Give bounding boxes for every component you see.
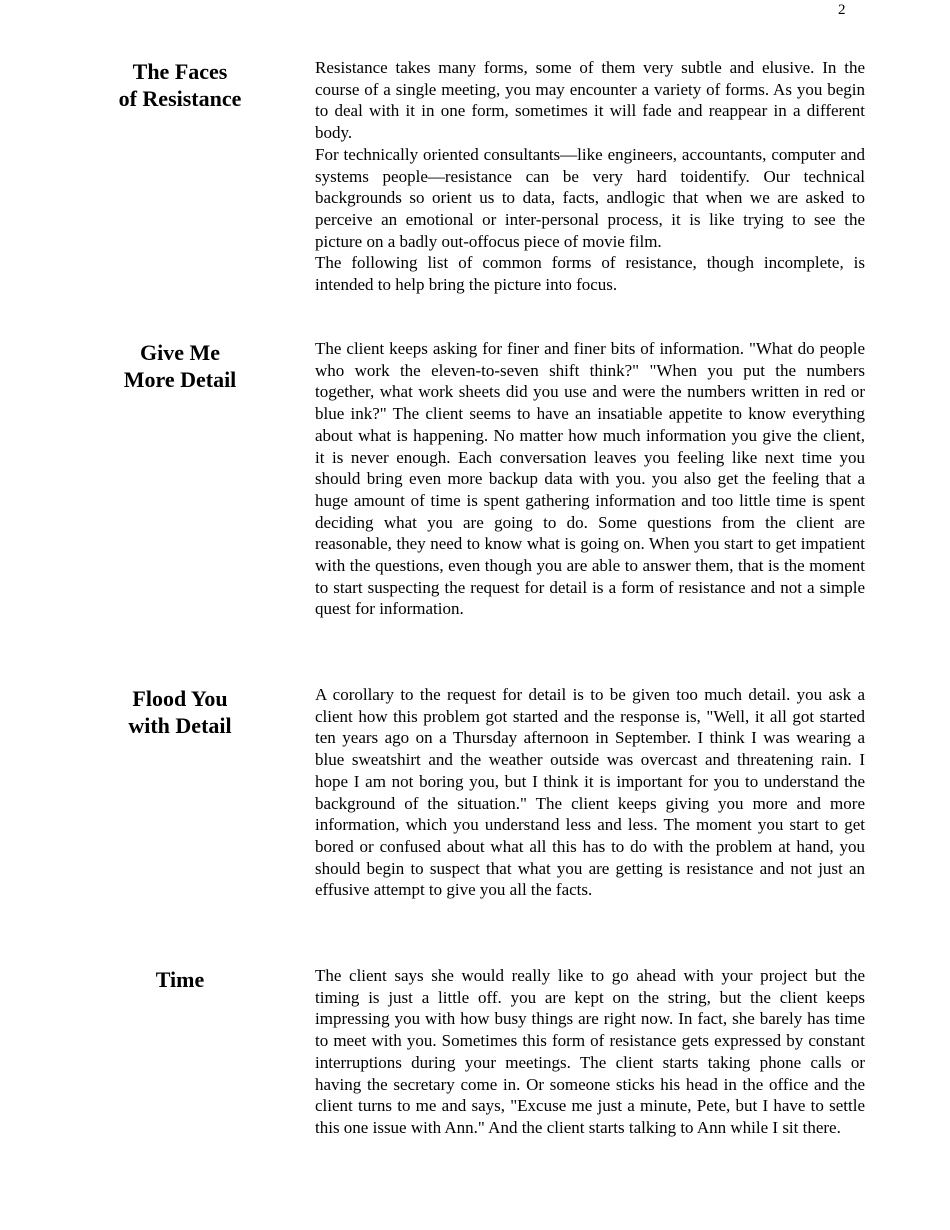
page-number: 2	[838, 2, 846, 18]
section-body	[315, 57, 865, 296]
heading-line: Flood You	[132, 686, 228, 711]
heading-line: Time	[155, 967, 205, 992]
paragraph: The following list of common forms of resistance, though incomplete, is intended to help bring the picture into focus.	[315, 253, 865, 295]
paragraph: For technically oriented consultants—like engineers, accountants, computer and systems people—resistance can be very hard toidentify. Our technical backgrounds so orient us to data, facts, andlogic that when we are asked to perceive an emotional or inter-personal process, it is like trying to see the picture on a badly out-offocus piece of movie film.	[315, 144, 865, 251]
heading-line: The Faces	[132, 59, 228, 84]
paragraph: The client keeps asking for finer and finer bits of information. "What do people who work the eleven-to-seven shift think?" "When you put the numbers together, what work sheets did you use and were the numbers written in red or blue ink?" The client seems to have an insatiable appetite to know everything about what is happening. No matter how much information you give the client, it is never enough. Each conversation leaves you feeling like next time you should bring even more backup data with you. you also get the feeling that a huge amount of time is spent gathering information and too little time is spent deciding what you are going to do. Some questions from the client are reasonable, they need to know what is going on. When you start to get impatient with the questions, even though you are able to answer them, that is the moment to start suspecting the request for detail is a form of resistance and not a simple quest for information.	[315, 339, 865, 619]
section-heading	[100, 685, 260, 739]
heading-line: with Detail	[128, 713, 232, 738]
paragraph: A corollary to the request for detail is to be given too much detail. you ask a client how this problem got started and the response is, "Well, it all got started ten years ago on a Thursday afternoon in September. I think I was wearing a blue sweatshirt and the weather outside was overcast and threatening rain. I hope I am not boring you, but I think it is important for you to understand the background of the situation." The client keeps giving you more and more information, which you understand less and less. The moment you start to get bored or confused about what all this has to do with the problem at hand, you should begin to suspect that what you are getting is resistance and not just an effusive attempt to give you all the facts.	[315, 685, 865, 900]
heading-line: Give Me	[139, 340, 221, 365]
section-body	[315, 965, 865, 1139]
heading-line: More Detail	[123, 367, 237, 392]
section-body	[315, 684, 865, 901]
section-body	[315, 338, 865, 620]
heading-line: of Resistance	[118, 86, 242, 111]
paragraph: Resistance takes many forms, some of them very subtle and elusive. In the course of a single meeting, you may encounter a variety of forms. As you begin to deal with it in one form, sometimes it will fade and reappear in a different body.	[315, 58, 865, 143]
paragraph: The client says she would really like to go ahead with your project but the timing is just a little off. you are kept on the string, but the client keeps impressing you with how busy things are right now. In fact, she barely has time to meet with you. Sometimes this form of resistance gets expressed by constant interruptions during your meetings. The client starts taking phone calls or having the secretary come in. Or someone sticks his head in the office and the client turns to me and says, "Excuse me just a minute, Pete, but I have to settle this one issue with Ann." And the client starts talking to Ann while I sit there.	[315, 966, 865, 1137]
section-heading	[100, 966, 260, 993]
section-heading	[100, 339, 260, 393]
section-heading	[100, 58, 260, 112]
